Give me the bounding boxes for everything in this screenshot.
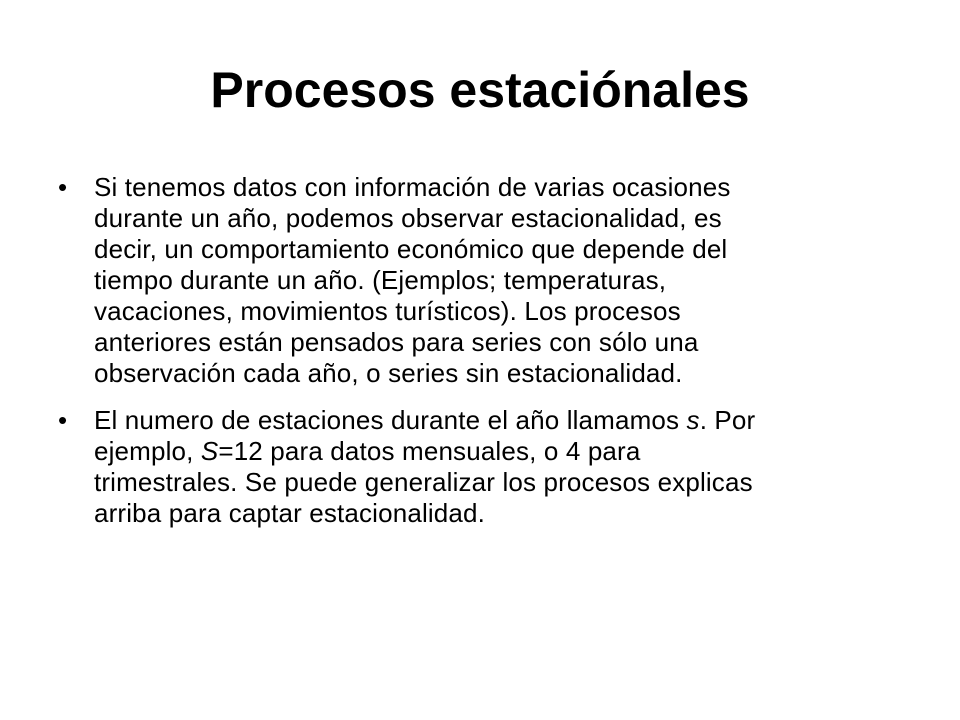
italic-variable: S [200,436,219,466]
italic-variable: s [686,405,700,435]
bullet-text-line [94,405,908,436]
bullet-text-line: observación cada año, o series sin estacionalidad. [94,358,683,388]
text-segment: =12 para datos mensuales, o 4 para [218,436,641,466]
bullet-item-seasonality [58,172,908,389]
bullet-text-line [94,436,908,467]
bullet-item-seasons-count [58,405,908,529]
bullet-text-line: anteriores están pensados para series con sólo una [94,327,699,357]
bullet-text-line: vacaciones, movimientos turísticos). Los procesos [94,296,681,326]
bullet-text-line: tiempo durante un año. (Ejemplos; temperaturas, [94,265,667,295]
bullet-list [58,172,908,529]
text-segment: El numero de estaciones durante el año llamamos [94,405,687,435]
slide-title: Procesos estaciónales [210,62,750,118]
bullet-text-line: Si tenemos datos con información de varias ocasiones [94,172,731,202]
bullet-dot-icon: • [58,405,68,435]
text-segment: . Por [699,405,756,435]
bullet-text-line: trimestrales. Se puede generalizar los procesos explicas [94,467,753,497]
bullet-text-line: arriba para captar estacionalidad. [94,498,485,528]
bullet-dot-icon: • [58,172,68,202]
bullet-text-line: durante un año, podemos observar estacionalidad, es [94,203,722,233]
bullet-text-line: decir, un comportamiento económico que depende del [94,234,728,264]
text-segment: ejemplo, [94,436,201,466]
